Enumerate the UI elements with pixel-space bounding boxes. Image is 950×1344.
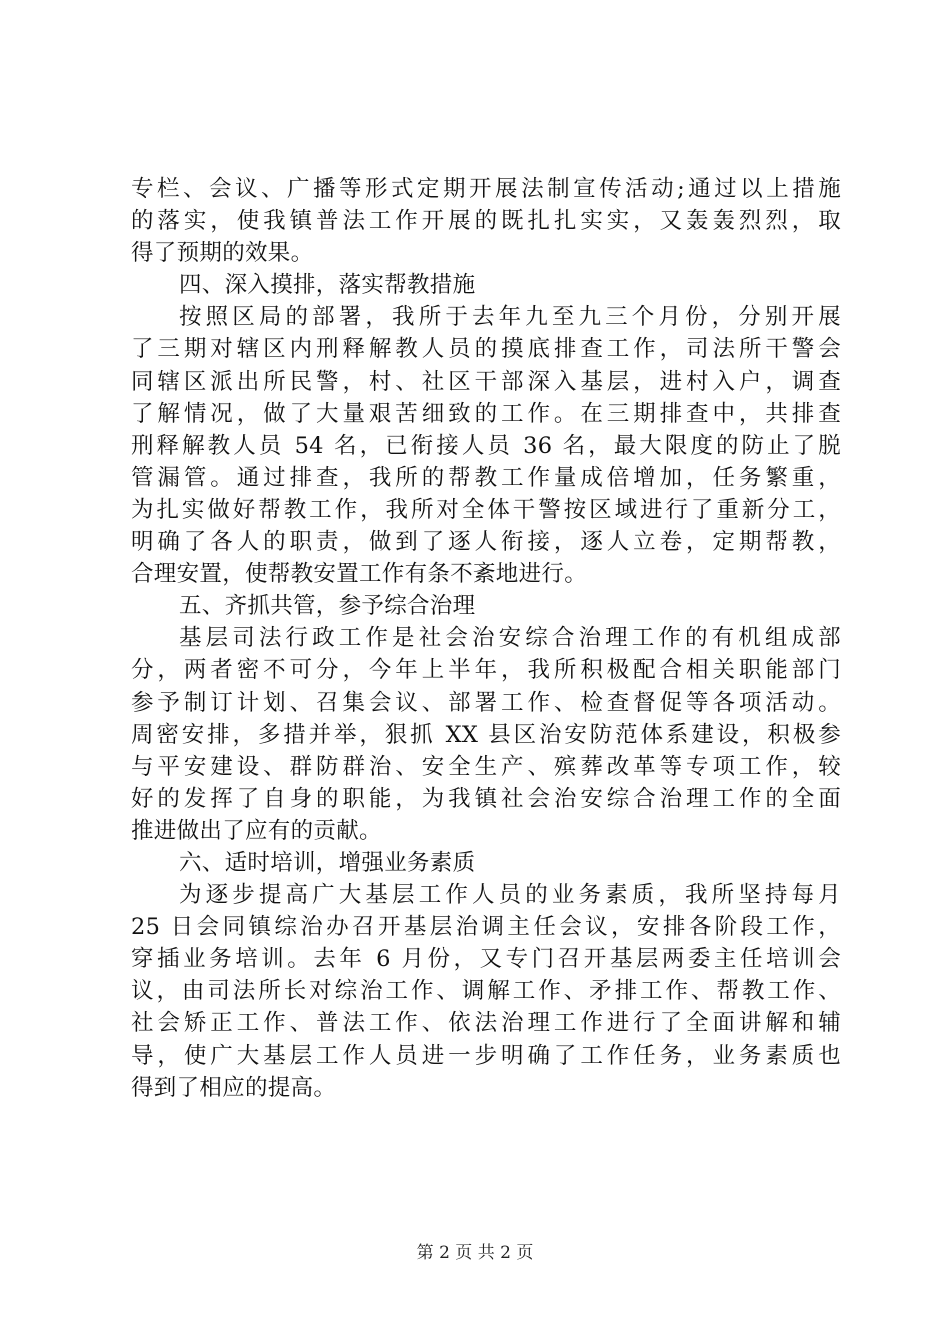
text-line: 得到了相应的提高。: [131, 1074, 337, 1101]
text-line: 明确了各人的职责，做到了逐人衔接，逐人立卷，定期帮教，: [131, 529, 841, 556]
text-line: 刑释解教人员 54 名，已衔接人员 36 名，最大限度的防止了脱: [131, 432, 841, 459]
text-line: 与平安建设、群防群治、安全生产、殡葬改革等专项工作，较: [131, 753, 841, 780]
text-line: 周密安排，多措并举，狠抓 XX 县区治安防范体系建设，积极参: [131, 721, 841, 748]
text-line: 了三期对辖区内刑释解教人员的摸底排查工作，司法所干警会: [131, 336, 841, 363]
text-line: 按照区局的部署，我所于去年九至九三个月份，分别开展: [179, 304, 841, 331]
text-line: 好的发挥了自身的职能，为我镇社会治安综合治理工作的全面: [131, 785, 841, 812]
text-line: 的落实，使我镇普法工作开展的既扎扎实实，又轰轰烈烈，取: [131, 208, 841, 235]
text-line: 议，由司法所长对综治工作、调解工作、矛排工作、帮教工作、: [131, 978, 841, 1005]
text-line: 为扎实做好帮教工作，我所对全体干警按区域进行了重新分工，: [131, 496, 841, 523]
text-line: 导，使广大基层工作人员进一步明确了工作任务，业务素质也: [131, 1042, 841, 1069]
text-line: 了解情况，做了大量艰苦细致的工作。在三期排查中，共排查: [131, 400, 841, 427]
text-line: 六、适时培训，增强业务素质: [179, 849, 476, 876]
text-line: 专栏、会议、广播等形式定期开展法制宣传活动;通过以上措施: [131, 176, 841, 202]
text-line: 穿插业务培训。去年 6 月份，又专门召开基层两委主任培训会: [131, 946, 841, 973]
text-line: 五、齐抓共管，参予综合治理: [179, 593, 476, 620]
text-line: 四、深入摸排，落实帮教措施: [179, 272, 476, 299]
text-line: 基层司法行政工作是社会治安综合治理工作的有机组成部: [179, 625, 841, 652]
document-body: [131, 173, 841, 1104]
text-line: 同辖区派出所民警，村、社区干部深入基层，进村入户，调查: [131, 368, 841, 395]
text-line: 为逐步提高广大基层工作人员的业务素质，我所坚持每月: [179, 882, 841, 909]
page-footer: 第 2 页 共 2 页: [416, 1243, 534, 1263]
text-line: 合理安置，使帮教安置工作有条不紊地进行。: [131, 561, 588, 588]
text-line: 推进做出了应有的贡献。: [131, 817, 382, 844]
text-line: 得了预期的效果。: [131, 240, 314, 267]
text-line: 管漏管。通过排查，我所的帮教工作量成倍增加，任务繁重，: [131, 464, 841, 491]
text-line: 参予制订计划、召集会议、部署工作、检查督促等各项活动。: [131, 689, 841, 716]
text-line: 分，两者密不可分，今年上半年，我所积极配合相关职能部门: [131, 657, 841, 684]
text-line: 社会矫正工作、普法工作、依法治理工作进行了全面讲解和辅: [131, 1010, 841, 1037]
text-line: 25 日会同镇综治办召开基层治调主任会议，安排各阶段工作，: [131, 914, 841, 941]
